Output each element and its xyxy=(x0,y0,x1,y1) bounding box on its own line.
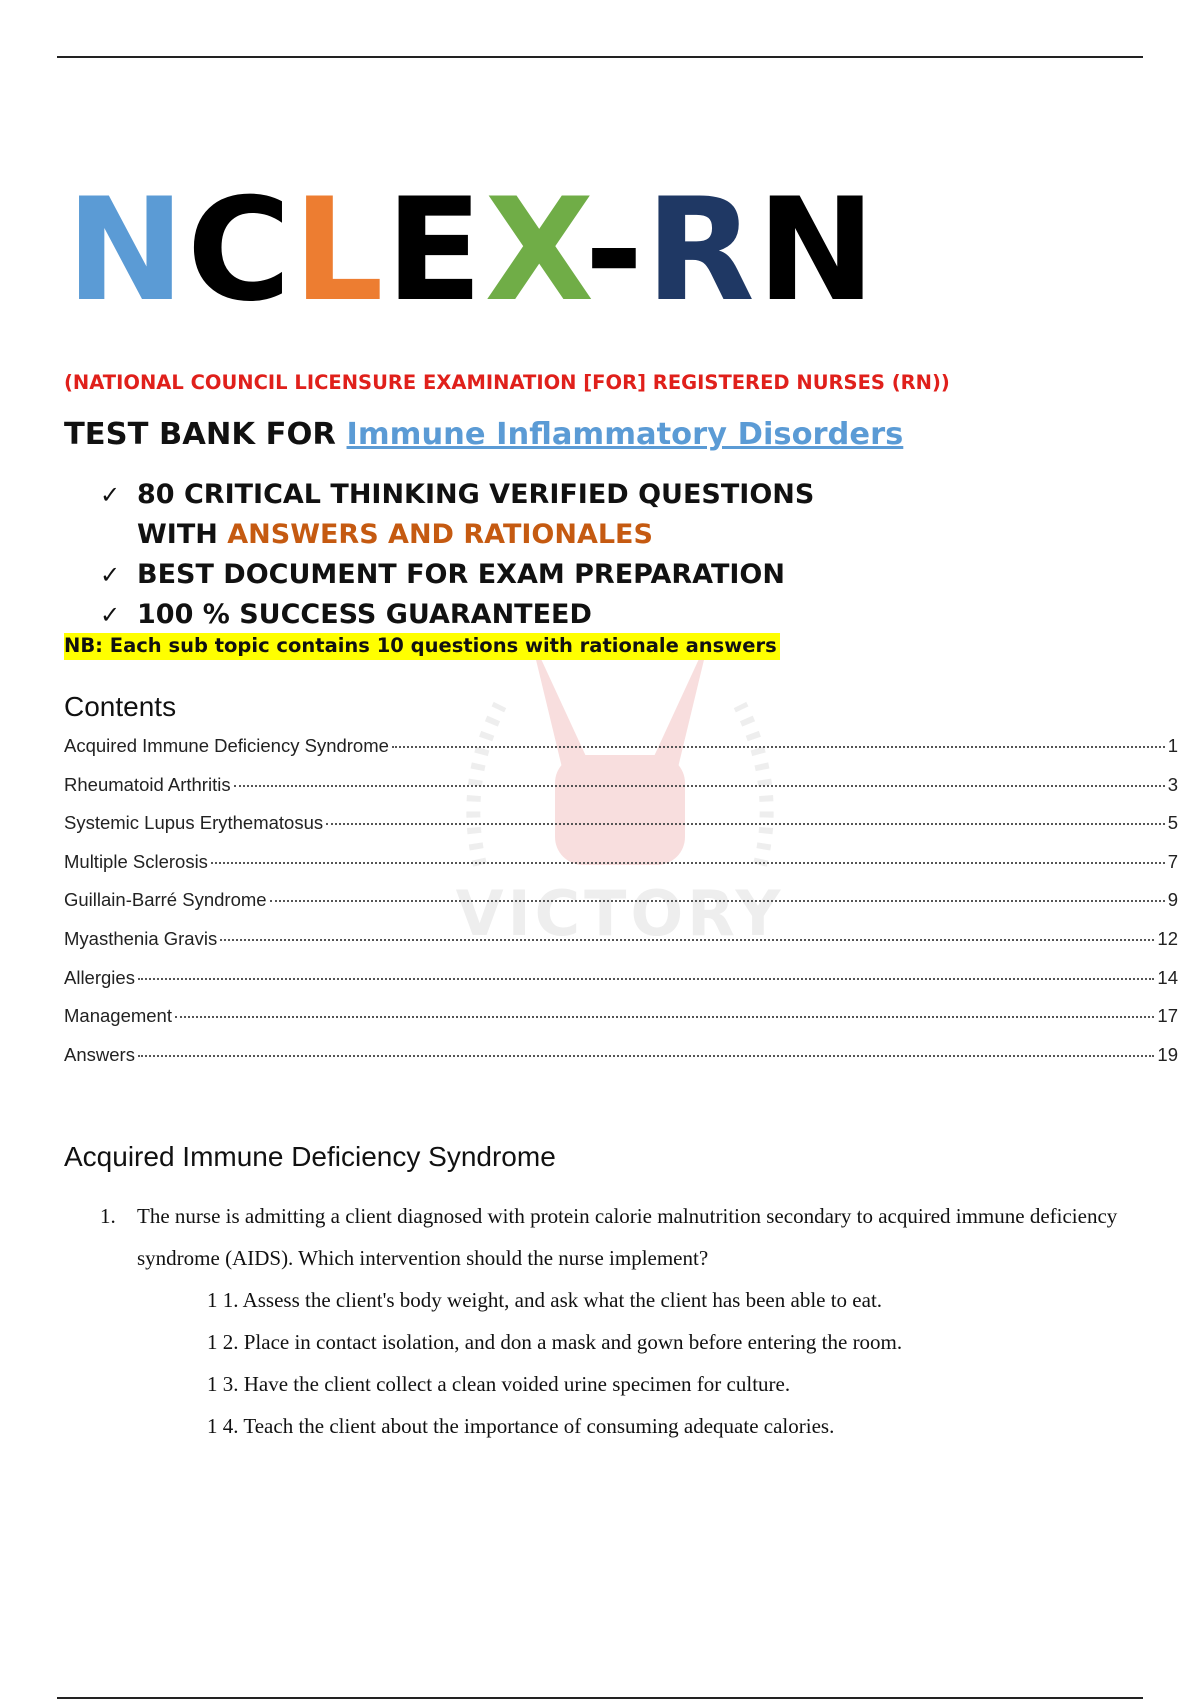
contents-heading: Contents xyxy=(64,691,177,722)
checkmark-icon: ✓ xyxy=(100,481,121,509)
toc-label: Guillain-Barré Syndrome xyxy=(64,889,267,911)
toc-entry[interactable] xyxy=(64,889,1178,928)
checkmark-icon: ✓ xyxy=(100,601,121,629)
logo-letter: C xyxy=(186,168,294,333)
feature-highlight: ANSWERS AND RATIONALES xyxy=(227,519,653,550)
logo-letter: - xyxy=(584,168,646,333)
test-bank-topic: Immune Inflammatory Disorders xyxy=(346,417,904,452)
logo-letter: X xyxy=(484,168,585,333)
toc-leader xyxy=(270,900,1165,902)
feature-item xyxy=(100,595,814,635)
toc-entry[interactable] xyxy=(64,1044,1178,1083)
feature-item xyxy=(100,555,814,595)
toc-entry[interactable] xyxy=(64,851,1178,890)
toc-leader xyxy=(175,1016,1154,1018)
toc-leader xyxy=(211,862,1165,864)
toc-page: 19 xyxy=(1157,1043,1178,1065)
logo-letter: E xyxy=(385,168,485,333)
logo-letter: R xyxy=(645,168,757,333)
toc-entry[interactable] xyxy=(64,812,1178,851)
question-1 xyxy=(100,1195,1160,1447)
nb-note: NB: Each sub topic contains 10 questions with rationale answers xyxy=(64,633,780,660)
test-bank-heading xyxy=(64,417,903,452)
nclex-rn-logo xyxy=(66,168,878,333)
toc-page: 14 xyxy=(1157,966,1178,988)
toc-leader xyxy=(138,978,1154,980)
logo-letter: N xyxy=(756,168,878,333)
exam-full-name: (NATIONAL COUNCIL LICENSURE EXAMINATION [FOR] REGISTERED NURSES (RN)) xyxy=(64,371,950,394)
toc-page: 17 xyxy=(1157,1005,1178,1027)
question-number: 1. xyxy=(100,1204,116,1228)
toc-leader xyxy=(234,785,1165,787)
svg-text:VICTORY: VICTORY xyxy=(455,877,785,950)
toc-label: Acquired Immune Deficiency Syndrome xyxy=(64,735,389,756)
toc-entry[interactable] xyxy=(64,735,1178,774)
toc-label: Allergies xyxy=(64,966,135,988)
top-rule xyxy=(57,56,1143,58)
toc-label: Rheumatoid Arthritis xyxy=(64,773,231,795)
toc-label: Answers xyxy=(64,1043,135,1065)
checkmark-icon: ✓ xyxy=(100,561,121,589)
logo-letter: L xyxy=(293,168,386,333)
test-bank-prefix: TEST BANK FOR xyxy=(64,417,347,452)
toc-leader xyxy=(392,746,1165,748)
toc-leader xyxy=(138,1055,1154,1057)
section-heading: Acquired Immune Deficiency Syndrome xyxy=(64,1141,556,1172)
toc-leader xyxy=(220,939,1154,941)
toc-label: Systemic Lupus Erythematosus xyxy=(64,812,324,834)
answer-option: 1 4. Teach the client about the importance of consuming adequate calories. xyxy=(207,1414,835,1438)
toc-page: 1 xyxy=(1167,735,1178,756)
toc-page: 12 xyxy=(1157,927,1178,949)
toc-entry[interactable] xyxy=(64,1005,1178,1044)
logo-letter: N xyxy=(66,168,187,333)
answer-option: 1 2. Place in contact isolation, and don a mask and gown before entering the room. xyxy=(207,1330,903,1354)
answer-option: 1 3. Have the client collect a clean voided urine specimen for culture. xyxy=(207,1372,791,1396)
question-text: The nurse is admitting a client diagnosed with protein calorie malnutrition secondary to acquired immune deficiency syndrome (AIDS). Which intervention should the nurse implement? xyxy=(137,1204,1118,1270)
toc-page: 3 xyxy=(1167,773,1178,795)
bottom-rule xyxy=(57,1697,1143,1699)
feature-text: WITH xyxy=(137,519,228,550)
toc-page: 5 xyxy=(1167,812,1178,834)
feature-item xyxy=(100,475,814,555)
toc-entry[interactable] xyxy=(64,774,1178,813)
toc-label: Multiple Sclerosis xyxy=(64,850,208,872)
answer-options xyxy=(207,1279,1160,1447)
toc-page: 9 xyxy=(1167,889,1178,911)
toc-entry[interactable] xyxy=(64,928,1178,967)
toc-page: 7 xyxy=(1167,850,1178,872)
feature-text: 80 CRITICAL THINKING VERIFIED QUESTIONS xyxy=(137,479,815,510)
feature-text: 100 % SUCCESS GUARANTEED xyxy=(137,599,592,630)
toc-leader xyxy=(326,823,1165,825)
feature-text: BEST DOCUMENT FOR EXAM PREPARATION xyxy=(137,559,785,590)
table-of-contents xyxy=(64,735,1178,1082)
toc-entry[interactable] xyxy=(64,967,1178,1006)
toc-label: Myasthenia Gravis xyxy=(64,927,218,949)
feature-list xyxy=(100,475,814,635)
toc-label: Management xyxy=(64,1005,172,1027)
answer-option: 1 1. Assess the client's body weight, and ask what the client has been able to eat. xyxy=(207,1288,883,1312)
